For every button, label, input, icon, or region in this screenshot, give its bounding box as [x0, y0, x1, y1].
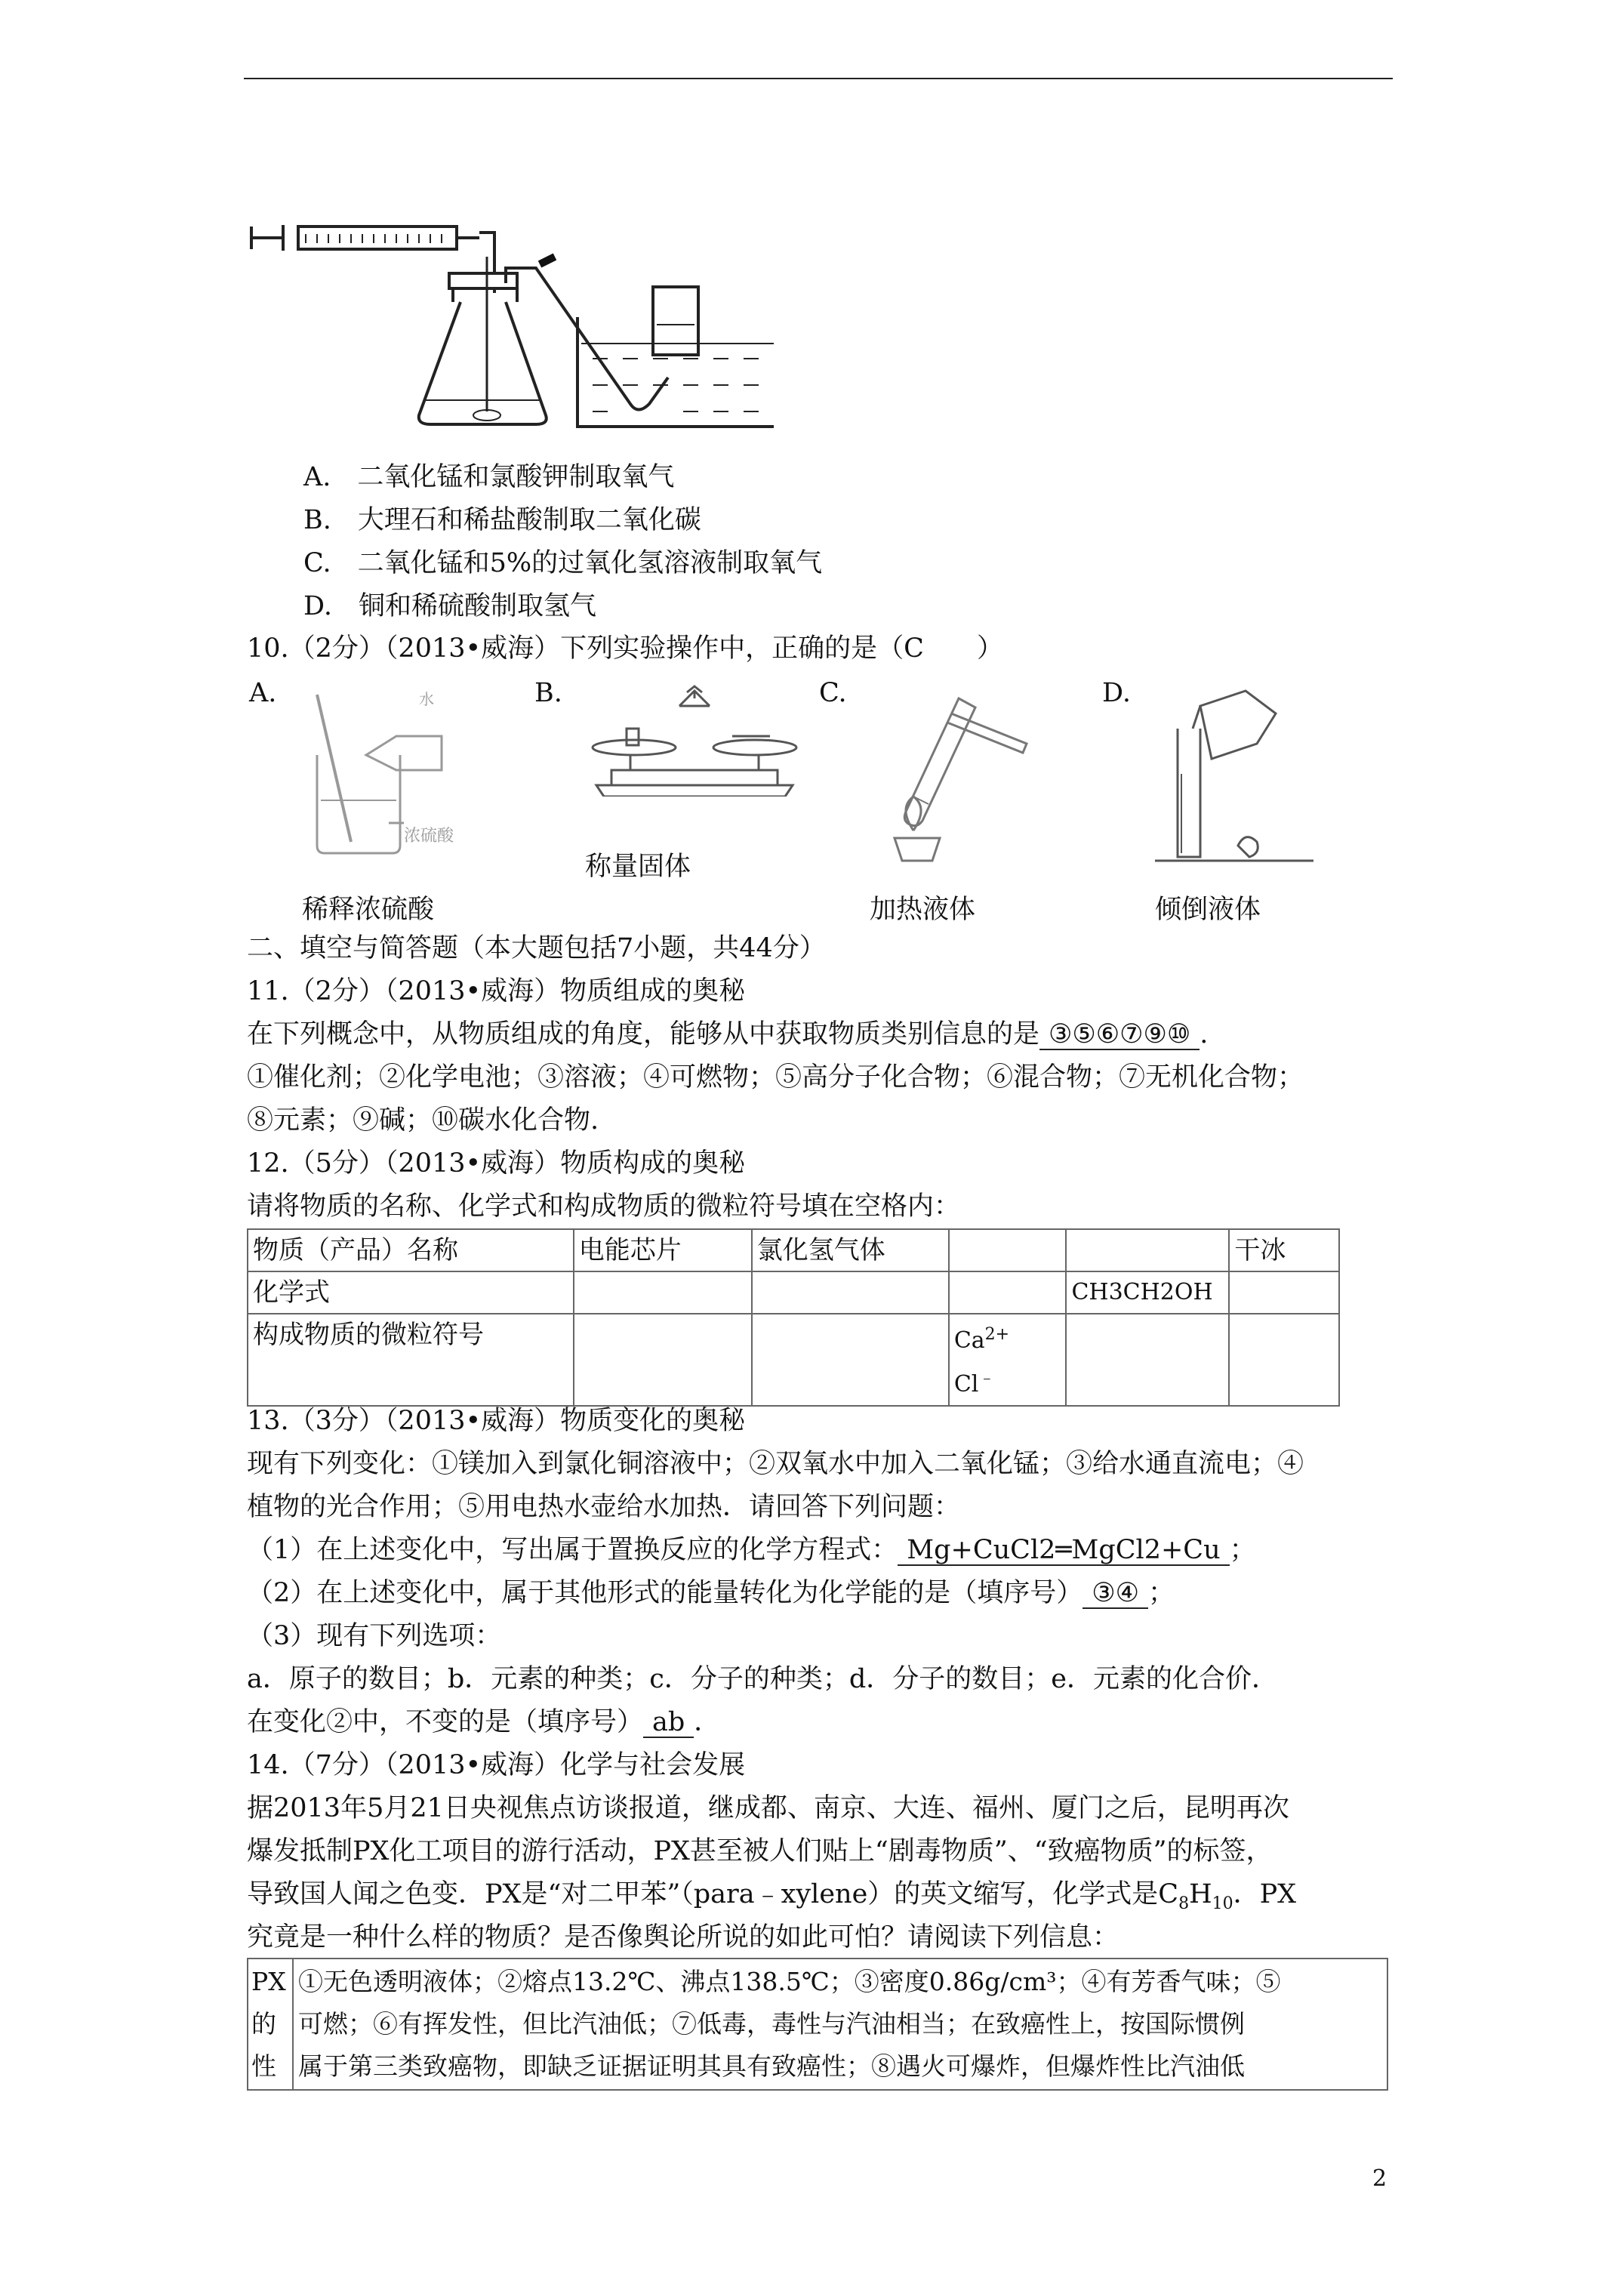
- label-water: 水: [419, 690, 434, 708]
- q10-answer: C: [904, 633, 924, 664]
- table-cell: 构成物质的微粒符号: [248, 1314, 574, 1406]
- table-cell: 物质（产品）名称: [248, 1229, 574, 1271]
- q11-line2: ①催化剂；②化学电池；③溶液；④可燃物；⑤高分子化合物；⑥混合物；⑦无机化合物；: [247, 1062, 1304, 1093]
- pouring-liquid-figure: [1155, 683, 1344, 872]
- q12-table: [247, 1228, 1340, 1407]
- q13-stem: 13.（3分）（2013•威海）物质变化的奥秘: [247, 1406, 746, 1436]
- balance-figure: [581, 683, 808, 797]
- px-info-cell: ①无色透明液体；②熔点13.2℃、沸点138.5℃；③密度0.86g/cm³；④有芳香气味；⑤ 可燃；⑥有挥发性，但比汽油低；⑦低毒，毒性与汽油相当；在致癌性上，按国际惯例 属于第三类致癌物，即缺乏证据证明其具有致癌性；⑧遇火可爆炸，但爆炸性比汽油低: [293, 1959, 1387, 2090]
- q10-caption-c: 加热液体: [870, 895, 976, 925]
- q13-line1: 现有下列变化：①镁加入到氯化铜溶液中；②双氧水中加入二氧化锰；③给水通直流电；④: [247, 1449, 1304, 1479]
- ethanol-formula: CH3CH2OH: [1066, 1271, 1229, 1314]
- q10-choice-a-letter: A.: [249, 678, 277, 708]
- q14-line4: 究竟是一种什么样的物质？是否像舆论所说的如此可怕？请阅读下列信息：: [247, 1922, 1119, 1952]
- table-cell: [949, 1229, 1067, 1271]
- q14-stem: 14.（7分）（2013•威海）化学与社会发展: [247, 1750, 746, 1780]
- q10-choice-c-letter: C.: [819, 678, 847, 708]
- q10-caption-d: 倾倒液体: [1155, 895, 1261, 925]
- q13-line2: 植物的光合作用；⑤用电热水壶给水加热．请回答下列问题：: [247, 1492, 961, 1522]
- table-row: [248, 1271, 1339, 1314]
- label-conc-acid: 浓硫酸: [404, 827, 454, 846]
- table-cell: [574, 1271, 752, 1314]
- table-cell: 电能芯片: [574, 1229, 752, 1271]
- q14-line2: 爆发抵制PX化工项目的游行活动，PX甚至被人们贴上“剧毒物质”、“致癌物质”的标签，: [247, 1836, 1273, 1866]
- q11-answer: ③⑤⑥⑦⑨⑩: [1039, 1020, 1200, 1050]
- px-label-cell: PX 的 性: [248, 1959, 293, 2090]
- table-cell: 化学式: [248, 1271, 574, 1314]
- table-cell: 干冰: [1229, 1229, 1339, 1271]
- q13-part3-options: a．原子的数目；b．元素的种类；c．分子的种类；d．分子的数目；e．元素的化合价．: [247, 1664, 1278, 1694]
- table-cell: 氯化氢气体: [752, 1229, 949, 1271]
- q10-choice-b-letter: B.: [534, 678, 562, 708]
- table-cell: [1066, 1229, 1229, 1271]
- ion-cell: $Ca^{2+}$ Cl﹣: [949, 1314, 1067, 1406]
- q13-answer-2: ③④: [1083, 1579, 1148, 1609]
- q13-part3-question: 在变化②中，不变的是（填序号） ab ．: [247, 1707, 721, 1737]
- q12-stem: 12.（5分）（2013•威海）物质构成的奥秘: [247, 1148, 746, 1179]
- page-number: 2: [1372, 2165, 1387, 2192]
- table-cell: [752, 1314, 949, 1406]
- table-cell: [949, 1271, 1067, 1314]
- heating-liquid-figure: [861, 683, 1057, 864]
- table-row: [248, 1229, 1339, 1271]
- q13-part1: （1）在上述变化中，写出属于置换反应的化学方程式： Mg+CuCl2═MgCl2+Cu ；: [247, 1535, 1256, 1565]
- q10-caption-a: 稀释浓硫酸: [302, 895, 435, 925]
- q14-line1: 据2013年5月21日央视焦点访谈报道，继成都、南京、大连、福州、厦门之后，昆明再次: [247, 1793, 1289, 1823]
- header-rule: [244, 78, 1393, 79]
- table-cell: [1229, 1271, 1339, 1314]
- q11-stem: 11.（2分）（2013•威海）物质组成的奥秘: [247, 976, 746, 1006]
- q12-line1: 请将物质的名称、化学式和构成物质的微粒符号填在空格内：: [247, 1191, 961, 1222]
- q13-answer-3: ab: [643, 1708, 694, 1738]
- q9-option-c: C. 二氧化锰和5%的过氧化氢溶液制取氧气: [303, 548, 823, 578]
- q14-line3: 导致国人闻之色变．PX是“对二甲苯”（para﹣xylene）的英文缩写，化学式是$C_8H_{10}$．PX: [247, 1879, 1297, 1913]
- q13-part3: （3）现有下列选项：: [247, 1621, 502, 1651]
- q9-option-d: D. 铜和稀硫酸制取氢气: [303, 591, 596, 621]
- section-2-heading: 二、填空与简答题（本大题包括7小题，共44分）: [247, 933, 826, 963]
- table-cell: [752, 1271, 949, 1314]
- q9-option-a: A. 二氧化锰和氯酸钾制取氧气: [303, 462, 675, 492]
- q10-caption-b: 称量固体: [585, 852, 691, 882]
- table-cell: [1066, 1314, 1229, 1406]
- q13-part2: （2）在上述变化中，属于其他形式的能量转化为化学能的是（填序号） ③④ ；: [247, 1578, 1175, 1608]
- px-info-table: [247, 1958, 1388, 2091]
- table-cell: [1229, 1314, 1339, 1406]
- table-row: [248, 1314, 1339, 1406]
- table-row: [248, 1959, 1387, 2090]
- q11-line1: 在下列概念中，从物质组成的角度，能够从中获取物质类别信息的是 ③⑤⑥⑦⑨⑩ .: [247, 1019, 1209, 1049]
- q10-stem: 10.（2分）（2013•威海）下列实验操作中，正确的是（C ）: [247, 633, 1003, 664]
- q10-choice-d-letter: D.: [1102, 678, 1131, 708]
- table-cell: [574, 1314, 752, 1406]
- q13-answer-1: Mg+CuCl2═MgCl2+Cu: [898, 1536, 1229, 1566]
- q9-option-b: B. 大理石和稀盐酸制取二氧化碳: [303, 505, 701, 535]
- gas-apparatus-figure: [245, 211, 774, 438]
- q11-line3: ⑧元素；⑨碱；⑩碳水化合物.: [247, 1105, 599, 1136]
